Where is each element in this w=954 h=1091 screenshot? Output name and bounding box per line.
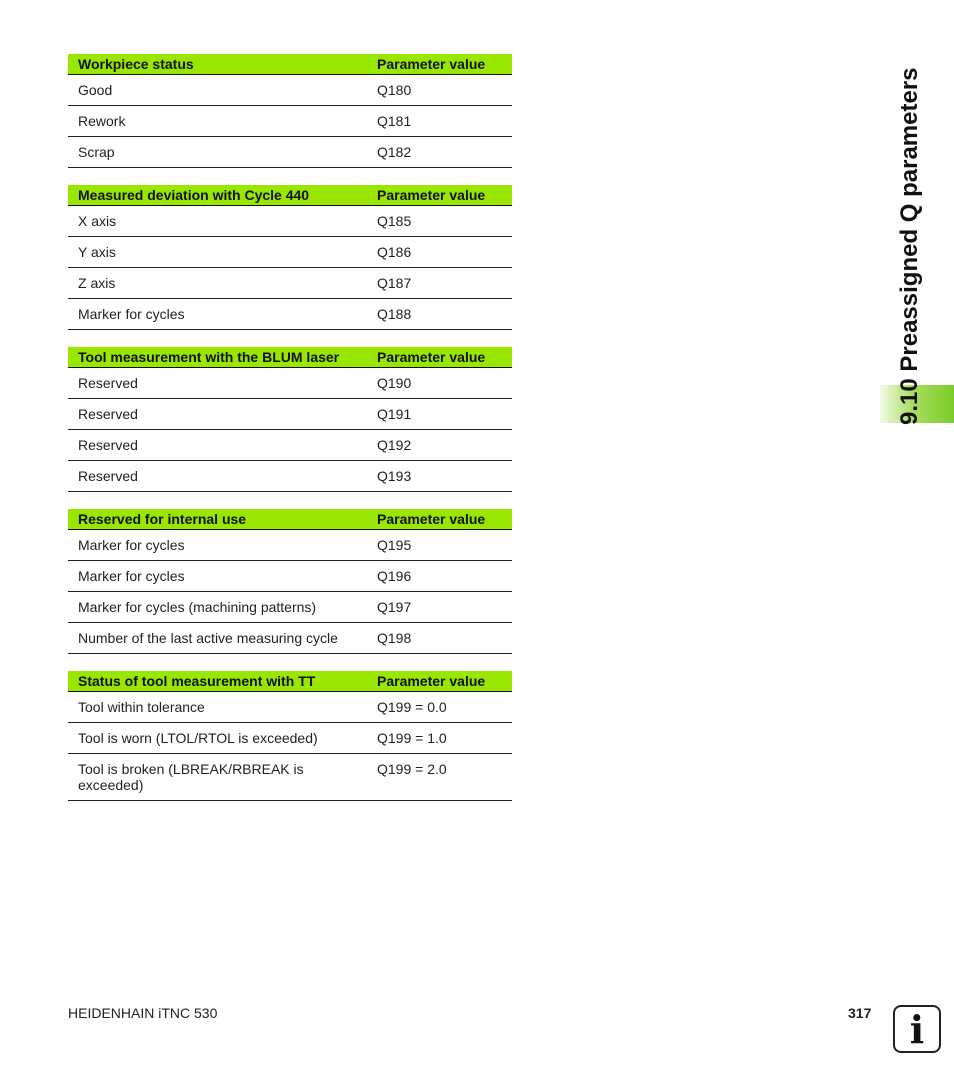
- parameter-cell: Q181: [367, 106, 512, 137]
- parameter-table: [68, 347, 512, 492]
- parameter-cell: Q182: [367, 137, 512, 168]
- table-row: [68, 399, 512, 430]
- column-header: Workpiece status: [68, 54, 367, 75]
- table-row: [68, 692, 512, 723]
- parameter-cell: Q192: [367, 430, 512, 461]
- table-row: [68, 137, 512, 168]
- description-cell: Tool is broken (LBREAK/RBREAK is exceeded): [68, 754, 367, 801]
- column-header: Status of tool measurement with TT: [68, 671, 367, 692]
- parameter-cell: Q199 = 1.0: [367, 723, 512, 754]
- parameter-cell: Q186: [367, 237, 512, 268]
- description-cell: Z axis: [68, 268, 367, 299]
- description-cell: Marker for cycles: [68, 561, 367, 592]
- description-cell: Tool within tolerance: [68, 692, 367, 723]
- table-row: [68, 561, 512, 592]
- table-row: [68, 754, 512, 801]
- description-cell: Scrap: [68, 137, 367, 168]
- column-header: Reserved for internal use: [68, 509, 367, 530]
- parameter-cell: Q196: [367, 561, 512, 592]
- description-cell: Marker for cycles (machining patterns): [68, 592, 367, 623]
- column-header: Parameter value: [367, 54, 512, 75]
- parameter-table: [68, 185, 512, 330]
- parameter-table: [68, 509, 512, 654]
- column-header: Parameter value: [367, 347, 512, 368]
- table-row: [68, 461, 512, 492]
- table-row: [68, 237, 512, 268]
- table-row: [68, 430, 512, 461]
- table-row: [68, 723, 512, 754]
- column-header: Measured deviation with Cycle 440: [68, 185, 367, 206]
- description-cell: Marker for cycles: [68, 530, 367, 561]
- description-cell: X axis: [68, 206, 367, 237]
- parameter-cell: Q199 = 0.0: [367, 692, 512, 723]
- table-row: [68, 530, 512, 561]
- parameter-table: [68, 54, 512, 168]
- page-number: 317: [848, 1005, 872, 1021]
- table-header: [68, 347, 512, 368]
- table-header: [68, 54, 512, 75]
- parameter-cell: Q187: [367, 268, 512, 299]
- table-row: [68, 368, 512, 399]
- table-header: [68, 671, 512, 692]
- table-row: [68, 106, 512, 137]
- description-cell: Tool is worn (LTOL/RTOL is exceeded): [68, 723, 367, 754]
- parameter-cell: Q195: [367, 530, 512, 561]
- parameter-cell: Q188: [367, 299, 512, 330]
- table-row: [68, 206, 512, 237]
- table-row: [68, 75, 512, 106]
- parameter-cell: Q199 = 2.0: [367, 754, 512, 801]
- parameter-cell: Q185: [367, 206, 512, 237]
- description-cell: Good: [68, 75, 367, 106]
- table-row: [68, 623, 512, 654]
- chapter-title: 9.10 Preassigned Q parameters: [896, 67, 923, 425]
- parameter-cell: Q197: [367, 592, 512, 623]
- table-row: [68, 268, 512, 299]
- table-header: [68, 509, 512, 530]
- parameter-cell: Q193: [367, 461, 512, 492]
- parameter-cell: Q180: [367, 75, 512, 106]
- footer-product: HEIDENHAIN iTNC 530: [68, 1005, 218, 1021]
- column-header: Parameter value: [367, 671, 512, 692]
- description-cell: Reserved: [68, 399, 367, 430]
- info-icon: i: [893, 1005, 941, 1053]
- table-header: [68, 185, 512, 206]
- column-header: Parameter value: [367, 509, 512, 530]
- column-header: Tool measurement with the BLUM laser: [68, 347, 367, 368]
- parameter-cell: Q190: [367, 368, 512, 399]
- description-cell: Rework: [68, 106, 367, 137]
- parameter-cell: Q198: [367, 623, 512, 654]
- description-cell: Y axis: [68, 237, 367, 268]
- table-row: [68, 299, 512, 330]
- description-cell: Reserved: [68, 430, 367, 461]
- description-cell: Reserved: [68, 368, 367, 399]
- description-cell: Reserved: [68, 461, 367, 492]
- description-cell: Number of the last active measuring cycle: [68, 623, 367, 654]
- parameter-cell: Q191: [367, 399, 512, 430]
- parameter-table: [68, 671, 512, 801]
- table-row: [68, 592, 512, 623]
- column-header: Parameter value: [367, 185, 512, 206]
- description-cell: Marker for cycles: [68, 299, 367, 330]
